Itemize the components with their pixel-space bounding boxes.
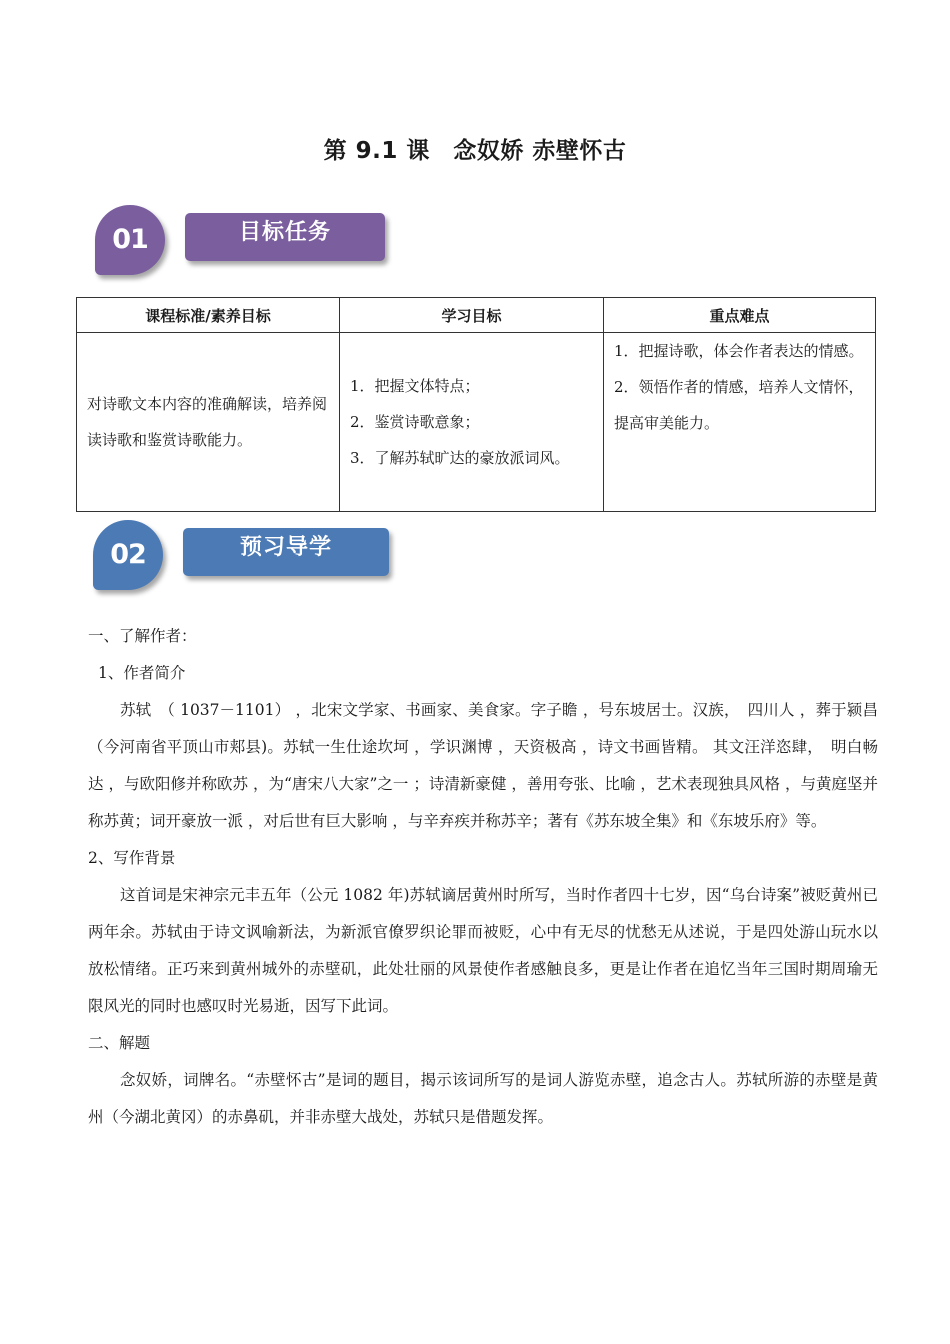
page-title: 第 9.1 课 念奴娇 赤壁怀古 [323,138,627,164]
subheading-background: 2、写作背景 [88,849,176,867]
objective-item: 1．把握文体特点； [350,377,480,395]
header-objectives: 学习目标 [340,298,604,333]
header-standard: 课程标准/素养目标 [77,298,340,333]
key-point-item: 1．把握诗歌，体会作者表达的情感。 [614,342,864,360]
section-label: 预习导学 [239,535,332,560]
author-bio-paragraph: 苏轼 （ 1037－1101） ，北宋文学家、书画家、美食家。字子瞻 ，号东坡居士。汉族， 四川人 ，葬于颍昌（今河南省平顶山市郏县)。苏轼一生仕途坎坷 ，学识渊博 ，天资极高 ，诗文书画皆精。 其文汪洋恣肆， 明白畅达 ，与欧阳修并称欧苏 ，为“唐宋八大家”之一 ；诗清新豪健 ，善用夸张、比喻 ，艺术表现独具风格 ，与黄庭坚并称苏黄；词开豪放一派 ，对后世有巨大影响 ，与辛弃疾并称苏辛；著有《苏东坡全集》和《东坡乐府》等。 [88,701,878,830]
standard-text: 对诗歌文本内容的准确解读，培养阅读诗歌和鉴赏诗歌能力。 [87,395,328,449]
header-key-points: 重点难点 [604,298,876,333]
goals-table [76,297,876,512]
objective-item: 3．了解苏轼旷达的豪放派词风。 [350,449,570,467]
table-row [77,333,876,512]
key-points-cell [604,333,876,512]
key-point-item: 2．领悟作者的情感，培养人文情怀，提高审美能力。 [614,378,864,432]
explain-paragraph: 念奴娇，词牌名。“赤壁怀古”是词的题目，揭示该词所写的是词人游览赤壁，追念古人。苏轼所游的赤壁是黄州（今湖北黄冈）的赤鼻矶，并非赤壁大战处，苏轼只是借题发挥。 [88,1071,878,1126]
subheading-author-bio: 1、作者简介 [98,664,186,682]
section-label: 目标任务 [238,220,331,245]
standard-cell [77,333,340,512]
preview-content [88,618,878,1136]
objective-item: 2．鉴赏诗歌意象； [350,413,480,431]
section-number: 02 [110,539,146,570]
table-header-row [77,298,876,333]
background-paragraph: 这首词是宋神宗元丰五年（公元 1082 年)苏轼谪居黄州时所写，当时作者四十七岁，因“乌台诗案”被贬黄州已两年余。苏轼由于诗文讽喻新法，为新派官僚罗织论罪而被贬，心中有无尽的忧愁无从述说，于是四处游山玩水以放松情绪。正巧来到黄州城外的赤壁矶，此处壮丽的风景使作者感触良多，更是让作者在追忆当年三国时期周瑜无限风光的同时也感叹时光易逝，因写下此词。 [88,886,878,1015]
objectives-cell [340,333,604,512]
section-label-bar [185,213,385,261]
section-number: 01 [112,224,148,255]
section-label-bar [183,528,389,576]
heading-explain-title: 二、解题 [88,1034,151,1052]
heading-know-author: 一、了解作者： [88,627,197,645]
